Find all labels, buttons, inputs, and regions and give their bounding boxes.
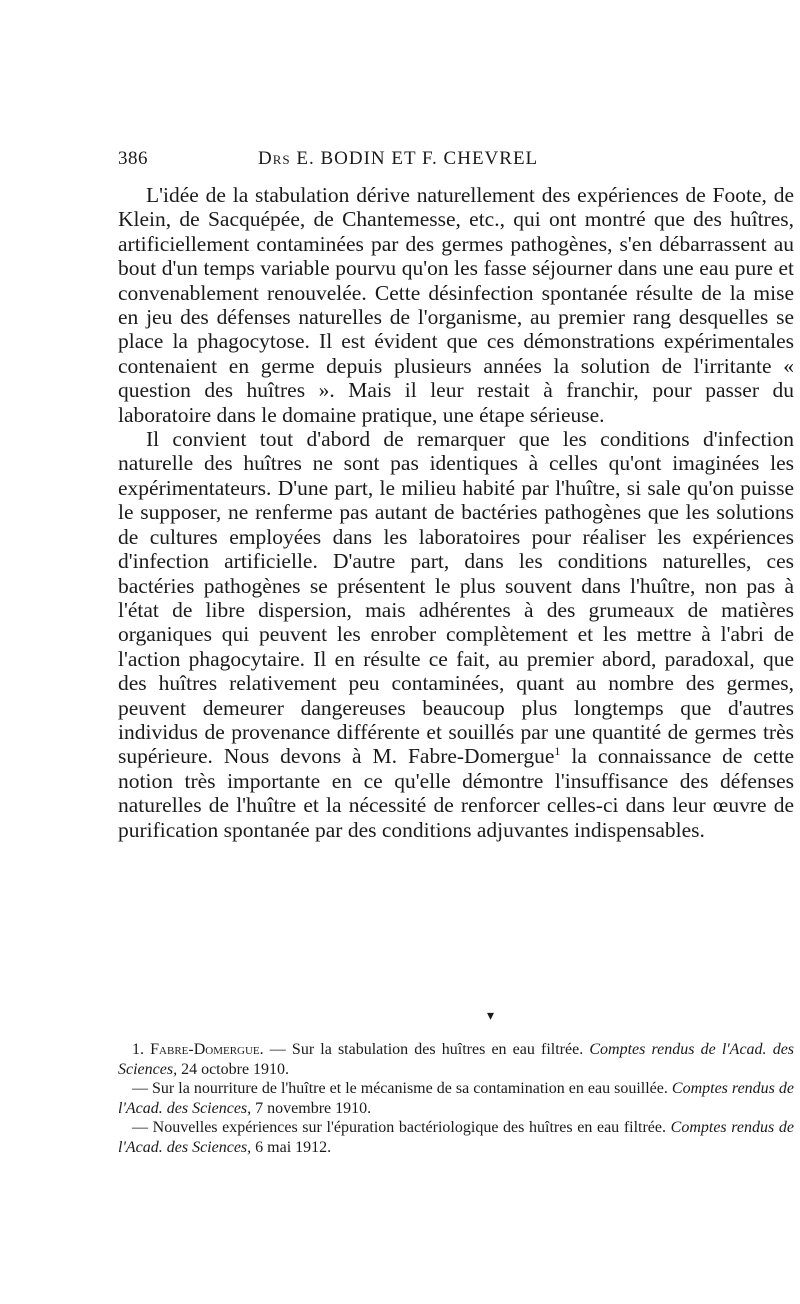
footnote-source: Comptes rendus de l'Acad. des Sciences, bbox=[118, 1080, 795, 1117]
paragraph-text-before-ref: Il convient tout d'abord de remarquer que les conditions d'infection naturelle des huîtres ne sont pas identiques à celles qu'ont imaginées les expérimentateurs. D'une part, le milieu habité par l'huître, si sale qu'on puisse le supposer, ne renferme pas autant de bactéries pathogènes que les solutions de cultures employées dans les laboratoires pour réaliser les expériences d'infection artificielle. D'autre part, dans les conditions naturelles, ces bactéries pathogènes se présentent le plus souvent dans l'huître, non pas à l'état de libre dispersion, mais adhérentes à des grumeaux de matières organiques qui peuvent les enrober complètement et les mettre à l'abri de l'action phagocytaire. Il en résulte ce fait, au premier abord, paradoxal, que des huîtres relativement peu contaminées, quant au nombre des germes, peuvent demeurer dangereuses beaucoup plus longtemps que d'autres individus de provenance différente et souillés par une quantité de germes très supérieure. Nous devons à M. Fabre-Domergue bbox=[118, 427, 794, 769]
paragraph-text: L'idée de la stabulation dérive naturellement des expériences de Foote, de Klein, de Sacquépée, de Chantemesse, etc., qui ont montré que des huîtres, artificiellement contaminées par des germes pathogènes, s'en débarrassent au bout d'un temps variable pourvu qu'on les fasse séjourner dans une eau pure et convenablement renouvelée. Cette désinfection spontanée résulte de la mise en jeu des défenses naturelles de l'organisme, au premier rang desquelles se place la phagocytose. Il est évident que ces démonstrations expérimentales contenaient en germe depuis plusieurs années la solution de l'irritante « question des huîtres ». Mais il leur restait à franchir, pour passer du laboratoire dans le domaine pratique, une étape sérieuse. bbox=[118, 183, 794, 427]
paragraph-text-after-ref: la connaissance de cette notion très importante en ce qu'elle démontre l'insuffisance des défenses naturelles de l'huître et la nécessité de renforcer celles-ci dans leur œuvre de purification spontanée par des conditions adjuvantes indispensables. bbox=[118, 744, 794, 842]
footnote-1c bbox=[118, 1118, 794, 1157]
running-title: Drs E. BODIN ET F. CHEVREL bbox=[258, 148, 539, 169]
footnote-source: Comptes rendus de l'Acad. des Sciences, bbox=[118, 1119, 795, 1156]
paragraph-infection-conditions bbox=[118, 427, 794, 842]
body-text bbox=[118, 183, 794, 842]
paragraph-stabulation bbox=[118, 183, 794, 427]
page-number: 386 bbox=[118, 148, 148, 169]
printer-mark: ▾ bbox=[487, 1009, 495, 1024]
footnote-date: 7 novembre 1910. bbox=[251, 1099, 372, 1117]
running-header bbox=[118, 148, 778, 172]
footnote-1b bbox=[118, 1079, 794, 1118]
footnote-reference[interactable]: 1 bbox=[554, 744, 561, 759]
footnote-source: Comptes rendus de l'Acad. des Sciences, bbox=[118, 1041, 795, 1078]
footnote-date: 6 mai 1912. bbox=[251, 1138, 332, 1156]
footnote-text: — Sur la nourriture de l'huître et le mécanisme de sa contamination en eau souillée. bbox=[132, 1080, 668, 1097]
footnotes bbox=[118, 1040, 794, 1157]
footnote-1 bbox=[118, 1040, 794, 1079]
footnote-number: 1. bbox=[132, 1041, 144, 1058]
footnote-author: Fabre-Domergue. bbox=[150, 1041, 264, 1058]
footnote-text: — Sur la stabulation des huîtres en eau filtrée. bbox=[263, 1041, 584, 1058]
footnote-text: — Nouvelles expériences sur l'épuration bactériologique des huîtres en eau filtrée. bbox=[132, 1119, 667, 1136]
footnote-date: 24 octobre 1910. bbox=[177, 1060, 290, 1078]
